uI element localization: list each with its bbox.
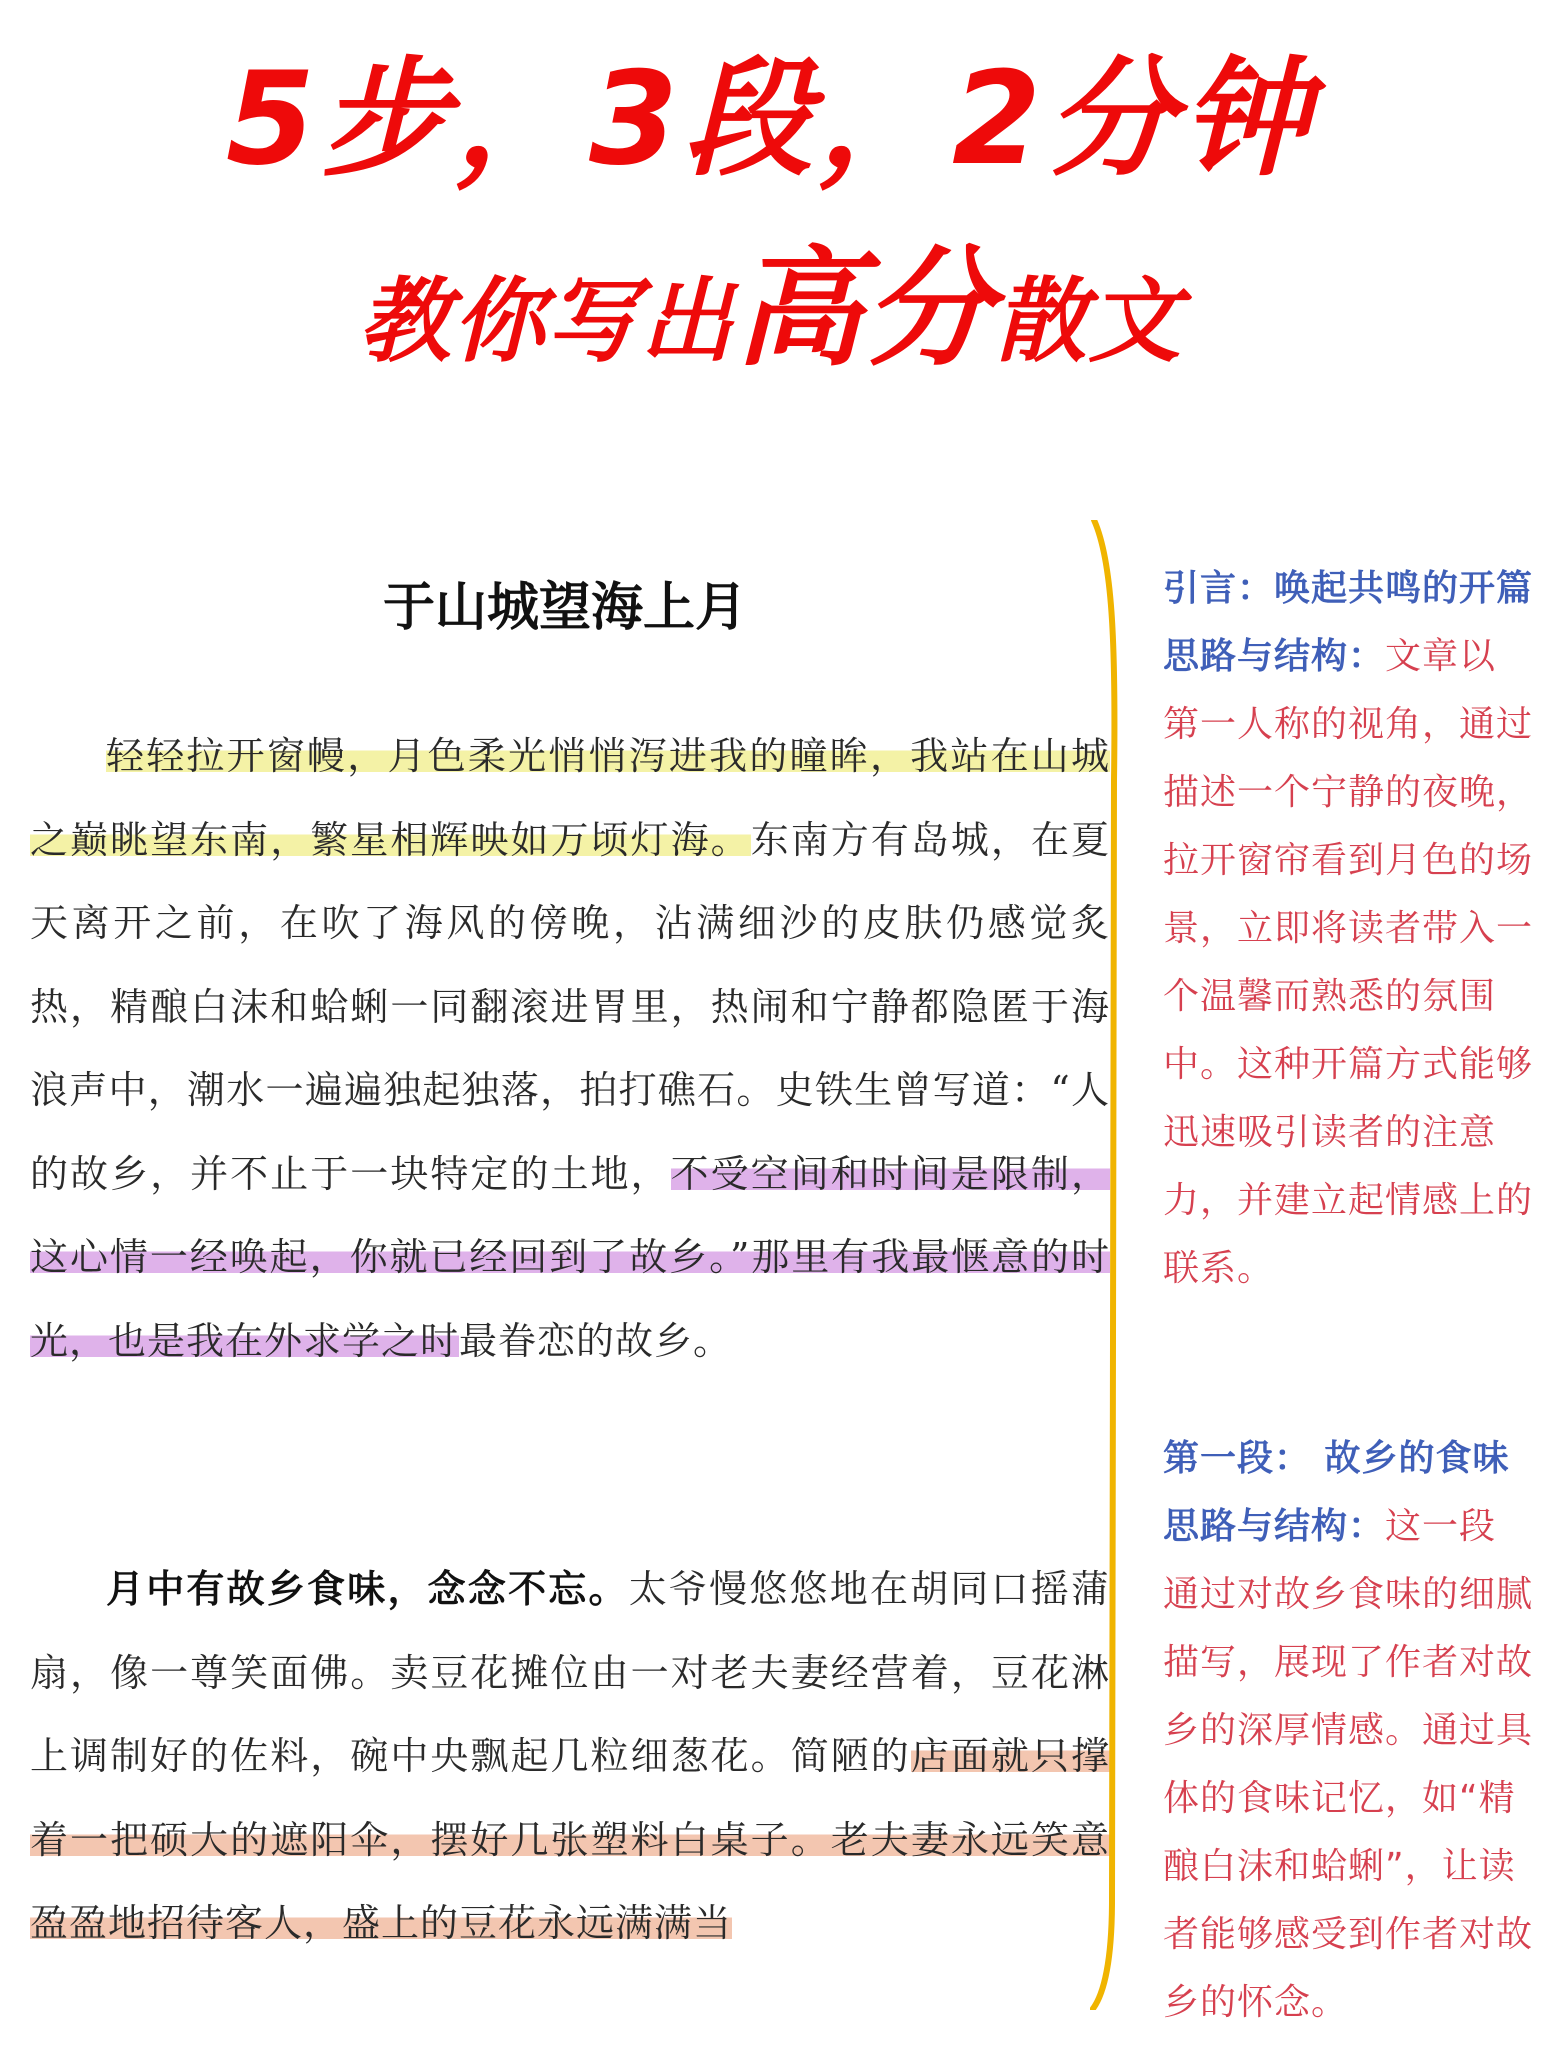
paragraph-lead: 月中有故乡食味，念念不忘。 [106,1566,629,1611]
essay-text: 太爷慢悠悠地在胡同口摇蒲扇，像一尊笑面佛。卖豆花摊位由一对老夫妻经营着，豆花淋上调制好的佐料，碗中央飘起几粒细葱花。简陋的 [30,1567,1110,1778]
headline-suffix: 散文 [994,268,1183,375]
annotation-intro [1163,555,1533,1303]
essay-paragraph-2 [30,1547,1110,1966]
highlight-peach: 店面就只撑着一把硕大的遮阳伞，摆好几张塑料白桌子。老夫妻永远笑意盈盈地招待客人，盛上的豆花永远满满当 [30,1734,1110,1945]
headline-prefix: 教你写出 [358,268,735,375]
divider-line [1092,520,1114,2010]
annotation-heading: 第一段： 故乡的食味 [1163,1438,1510,1479]
annotation-label: 思路与结构： [1163,636,1386,677]
divider-bracket [1090,520,1130,2010]
headline-emphasis: 高分 [734,235,995,384]
annotation-label: 思路与结构： [1163,1506,1386,1547]
highlight-yellow: 轻轻拉开窗幔，月色柔光悄悄泻进我的瞳眸，我站在山城之巅眺望东南，繁星相辉映如万顷灯海。 [30,734,1110,862]
highlight-purple: 不受空间和时间是限制，这心情一经唤起，你就已经回到了故乡。”那里有我最惬意的时光，也是我在外求学之时 [30,1151,1110,1363]
headline-line-2 [0,235,1541,387]
annotation-heading: 引言：唤起共鸣的开篇 [1163,568,1534,609]
annotation-body: 这一段通过对故乡食味的细腻描写，展现了作者对故乡的深厚情感。通过具体的食味记忆，如“精酿白沫和蛤蜊”，让读者能够感受到作者对故乡的怀念。 [1163,1506,1534,2023]
headline-line-1: 5步，3段，2分钟 [225,45,1316,194]
essay-text: 最眷恋的故乡。 [459,1318,733,1363]
annotation-body: 文章以第一人称的视角，通过描述一个宁静的夜晚，拉开窗帘看到月色的场景，立即将读者带入一个温馨而熟悉的氛围中。这种开篇方式能够迅速吸引读者的注意力，并建立起情感上的联系。 [1163,636,1534,1289]
essay-text: 东南方有岛城，在夏天离开之前，在吹了海风的傍晚，沾满细沙的皮肤仍感觉炙热，精酿白沫和蛤蜊一同翻滚进胃里，热闹和宁静都隐匿于海浪声中，潮水一遍遍独起独落，拍打礁石。史铁生曾写道：“人的故乡，并不止于一块特定的土地， [30,817,1110,1196]
annotation-section-1 [1163,1425,1533,2037]
essay-paragraph-1 [30,715,1110,1383]
essay-title: 于山城望海上月 [382,577,747,638]
